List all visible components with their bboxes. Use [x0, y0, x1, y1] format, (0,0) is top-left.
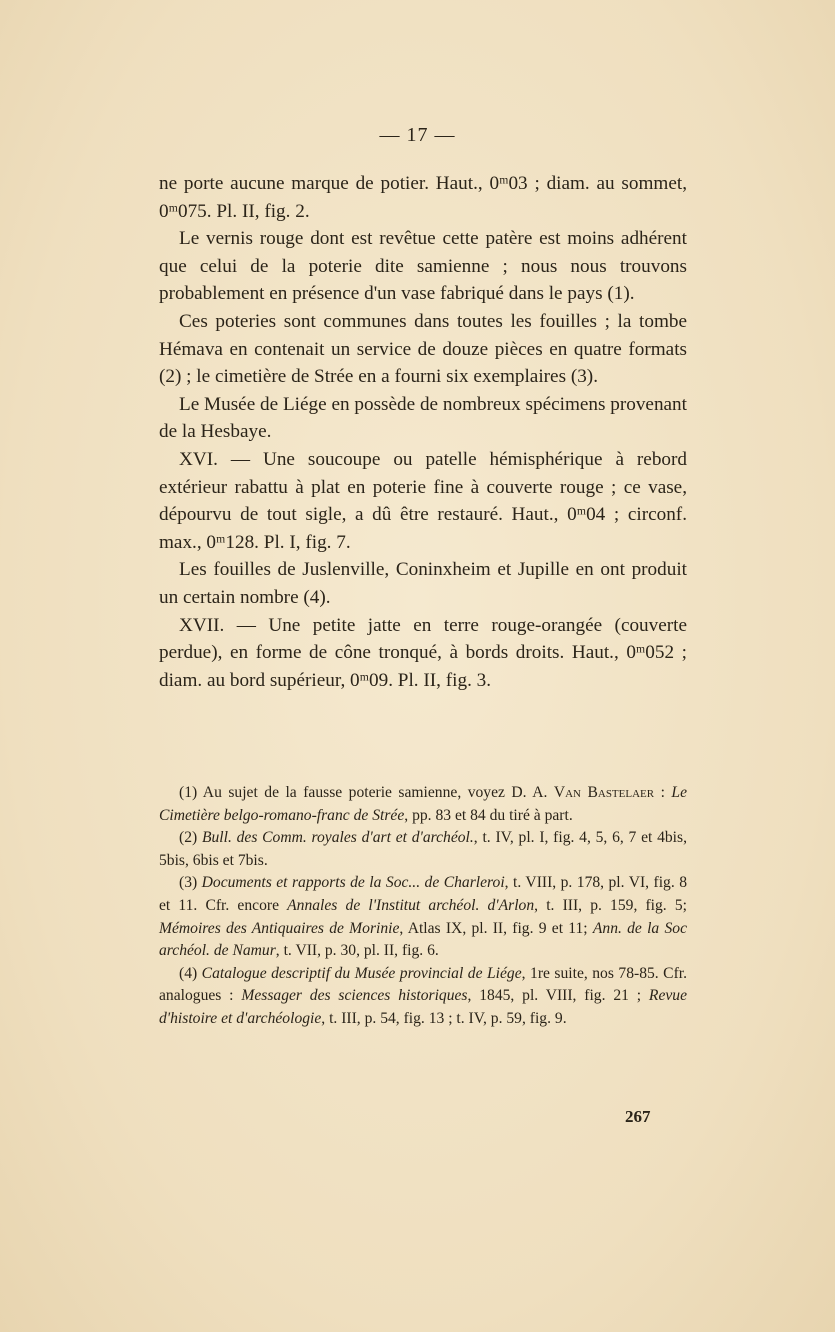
footnote-3-text-e: , t. VII, p. 30, pl. II, fig. 6.: [275, 942, 439, 960]
paragraph-2: Le vernis rouge dont est revêtue cette patère est moins adhérent que celui de la poterie dite samienne ; nous nous trouvons probablement en présence d'un vase fabriqué dans le pays (1).: [159, 228, 687, 305]
footnote-1: [159, 782, 687, 827]
footnotes: [159, 782, 687, 1031]
paragraph-5: XVI. — Une soucoupe ou patelle hémisphérique à rebord extérieur rabattu à plat en poterie fine à couverte rouge ; ce vase, dépourvu de tout sigle, a dû être restauré. Haut., 0ᵐ04 ; circonf. max., 0ᵐ128. Pl. I, fig. 7.: [159, 448, 687, 553]
footnote-4-text-d: , t. III, p. 54, fig. 13 ; t. IV, p. 59, fig. 9.: [321, 1009, 567, 1027]
footnote-2-text-a: (2): [179, 829, 202, 847]
footnote-3-title-2: Annales de l'Institut archéol. d'Arlon: [287, 896, 535, 914]
footnote-3-text-d: , Atlas IX, pl. II, fig. 9 et 11;: [399, 919, 593, 937]
footnote-1-title: Le Cimetière belgo-romano-franc de Strée: [159, 784, 687, 824]
footnote-1-author: Van Bastelaer: [553, 784, 655, 801]
paragraph-3: Ces poteries sont communes dans toutes les fouilles ; la tombe Hémava en contenait un service de douze pièces en quatre formats (2) ; le cimetière de Strée en a fourni six exemplaires (3).: [159, 310, 687, 388]
footnote-3-title-3: Mémoires des Antiquaires de Morinie: [159, 919, 400, 937]
body-text: [159, 170, 687, 694]
footnote-4-text-c: , 1845, pl. VIII, fig. 21 ;: [467, 987, 649, 1005]
footnote-4-text-b: , 1re suite, nos 78-85. Cfr. analogues :: [159, 964, 687, 1005]
footnote-2: [159, 827, 687, 872]
footnote-4: [159, 963, 687, 1031]
footnote-1-text-b: :: [654, 784, 672, 801]
footnote-4-title-1: Catalogue descriptif du Musée provincial de Liége: [201, 964, 522, 982]
footnote-2-title: Bull. des Comm. royales d'art et d'archéol.: [201, 829, 474, 847]
page-number: — 17 —: [379, 124, 456, 146]
footnote-2-text-b: , t. IV, pl. I, fig. 4, 5, 6, 7 et 4bis, 5bis, 6bis et 7bis.: [159, 829, 687, 869]
footnote-3-text-c: , t. III, p. 159, fig. 5;: [534, 896, 687, 914]
footnote-3-text-a: (3): [179, 874, 202, 892]
footnote-4-title-2: Messager des sciences historiques: [241, 987, 468, 1005]
paragraph-7: XVII. — Une petite jatte en terre rouge-orangée (couverte perdue), en forme de cône tronqué, à bords droits. Haut., 0ᵐ052 ; diam. au bord supérieur, 0ᵐ09. Pl. II, fig. 3.: [159, 614, 687, 691]
footnote-3: [159, 872, 687, 962]
footnote-3-text-b: , t. VIII, p. 178, pl. VI, fig. 8 et 11. Cfr. encore: [159, 874, 687, 914]
paragraph-1: ne porte aucune marque de potier. Haut., 0ᵐ03 ; diam. au sommet, 0ᵐ075. Pl. II, fig. 2.: [159, 173, 687, 222]
footnote-1-text-a: (1) Au sujet de la fausse poterie samienne, voyez D. A.: [179, 784, 554, 801]
paragraph-6: Les fouilles de Juslenville, Coninxheim et Jupille en ont produit un certain nombre (4).: [159, 559, 687, 608]
footnote-3-title-1: Documents et rapports de la Soc... de Charleroi: [201, 874, 505, 892]
footnote-1-text-c: , pp. 83 et 84 du tiré à part.: [404, 806, 573, 824]
paragraph-4: Le Musée de Liége en possède de nombreux spécimens provenant de la Hesbaye.: [159, 393, 687, 443]
folio-number: 267: [625, 1107, 651, 1126]
footnote-4-title-3: Revue d'histoire et d'archéologie: [159, 987, 688, 1027]
footnote-4-text-a: (4): [179, 964, 202, 982]
footnote-3-title-4: Ann. de la Soc archéol. de Namur: [159, 919, 687, 960]
